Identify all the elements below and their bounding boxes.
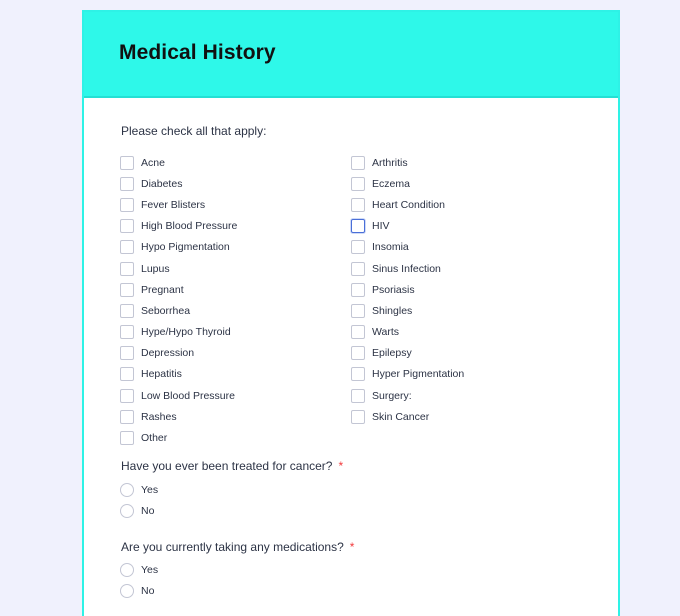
checkbox[interactable] [351,262,365,276]
conditions-label-text: Please check all that apply: [121,124,267,138]
radio-label: Yes [141,483,159,496]
checkbox-label: Pregnant [141,283,184,296]
checkbox[interactable] [351,325,365,339]
checkbox-label: Rashes [141,410,177,423]
radio-label: No [141,584,155,597]
medications-option-no[interactable] [120,580,158,601]
checkbox-label: Other [141,432,168,445]
checkbox-label: Hepatitis [141,368,182,381]
checkbox-option-hype-hypo-thyroid[interactable] [120,322,237,343]
checkbox-label: Hype/Hypo Thyroid [141,326,231,339]
checkbox-option-insomia[interactable] [351,237,464,258]
checkbox-option-hiv[interactable] [351,216,464,237]
checkbox-label: Diabetes [141,177,183,190]
checkbox-option-pregnant[interactable] [120,279,237,300]
checkbox-label: Psoriasis [372,283,415,296]
checkbox-label: Surgery: [372,389,412,402]
radio-label: Yes [141,563,159,576]
checkbox-option-skin-cancer[interactable] [351,406,464,427]
checkbox[interactable] [120,367,134,381]
medications-option-yes[interactable] [120,559,158,580]
checkbox[interactable] [120,156,134,170]
conditions-label [121,124,266,138]
checkbox-label: Acne [141,156,165,169]
checkbox[interactable] [120,346,134,360]
checkbox[interactable] [351,198,365,212]
checkbox-option-acne[interactable] [120,152,237,173]
checkbox-option-psoriasis[interactable] [351,279,464,300]
checkbox-label: Seborrhea [141,304,191,317]
checkbox[interactable] [351,389,365,403]
checkbox-option-surgery[interactable] [351,385,464,406]
checkbox[interactable] [351,283,365,297]
checkbox-option-diabetes[interactable] [120,173,237,194]
radio-label: No [141,504,155,517]
radio-button[interactable] [120,504,134,518]
checkbox-label: Sinus Infection [372,262,441,275]
checkbox[interactable] [351,346,365,360]
required-marker: * [349,540,355,554]
medications-radio-group [120,559,158,601]
required-marker: * [338,459,344,473]
checkbox-option-lupus[interactable] [120,258,237,279]
checkbox-option-fever-blisters[interactable] [120,194,237,215]
checkbox[interactable] [351,219,365,233]
checkbox-label: Fever Blisters [141,198,206,211]
checkbox-label: Insomia [372,241,409,254]
checkbox-label: Depression [141,347,195,360]
cancer-question-text: Have you ever been treated for cancer? [121,459,333,473]
checkbox[interactable] [120,262,134,276]
checkbox-option-hypo-pigmentation[interactable] [120,237,237,258]
checkbox[interactable] [351,304,365,318]
checkbox-label: Hyper Pigmentation [372,368,465,381]
checkbox-option-depression[interactable] [120,343,237,364]
checkbox-label: Hypo Pigmentation [141,241,230,254]
form-header [84,12,618,98]
checkbox-option-hepatitis[interactable] [120,364,237,385]
checkbox-label: Heart Condition [372,198,445,211]
checkbox-option-eczema[interactable] [351,173,464,194]
checkbox-option-hyper-pigmentation[interactable] [351,364,464,385]
form-title: Medical History [119,41,276,64]
checkbox-option-warts[interactable] [351,322,464,343]
medications-question-label [121,540,354,554]
checkbox-option-shingles[interactable] [351,300,464,321]
checkbox-label: Shingles [372,304,413,317]
radio-button[interactable] [120,483,134,497]
checkbox-label: Low Blood Pressure [141,389,235,402]
checkbox[interactable] [120,325,134,339]
checkbox[interactable] [120,410,134,424]
checkbox-label: Eczema [372,177,410,190]
checkbox[interactable] [120,283,134,297]
checkbox[interactable] [351,156,365,170]
checkbox-option-seborrhea[interactable] [120,300,237,321]
checkbox-option-low-blood-pressure[interactable] [120,385,237,406]
checkbox-option-other[interactable] [120,427,237,448]
checkbox-label: Skin Cancer [372,410,430,423]
checkbox[interactable] [120,219,134,233]
checkbox[interactable] [351,410,365,424]
checkbox[interactable] [120,389,134,403]
checkbox-option-heart-condition[interactable] [351,194,464,215]
checkbox-label: HIV [372,220,390,233]
cancer-radio-group [120,479,158,521]
checkbox-option-rashes[interactable] [120,406,237,427]
checkbox-label: Epilepsy [372,347,412,360]
checkbox-label: Arthritis [372,156,408,169]
cancer-option-no[interactable] [120,500,158,521]
radio-button[interactable] [120,563,134,577]
cancer-question-label [121,459,343,473]
checkbox[interactable] [120,304,134,318]
checkbox[interactable] [351,177,365,191]
checkbox-label: Warts [372,326,400,339]
checkbox[interactable] [351,367,365,381]
cancer-option-yes[interactable] [120,479,158,500]
checkbox[interactable] [120,198,134,212]
conditions-left-column [120,152,237,449]
radio-button[interactable] [120,584,134,598]
checkbox-option-arthritis[interactable] [351,152,464,173]
conditions-right-column [351,152,464,427]
medications-question-text: Are you currently taking any medications? [121,540,344,554]
checkbox-option-high-blood-pressure[interactable] [120,216,237,237]
form-card [82,10,620,616]
checkbox-label: High Blood Pressure [141,220,238,233]
checkbox[interactable] [120,177,134,191]
checkbox-option-sinus-infection[interactable] [351,258,464,279]
checkbox[interactable] [351,240,365,254]
checkbox-label: Lupus [141,262,170,275]
checkbox[interactable] [120,431,134,445]
checkbox[interactable] [120,240,134,254]
checkbox-option-epilepsy[interactable] [351,343,464,364]
